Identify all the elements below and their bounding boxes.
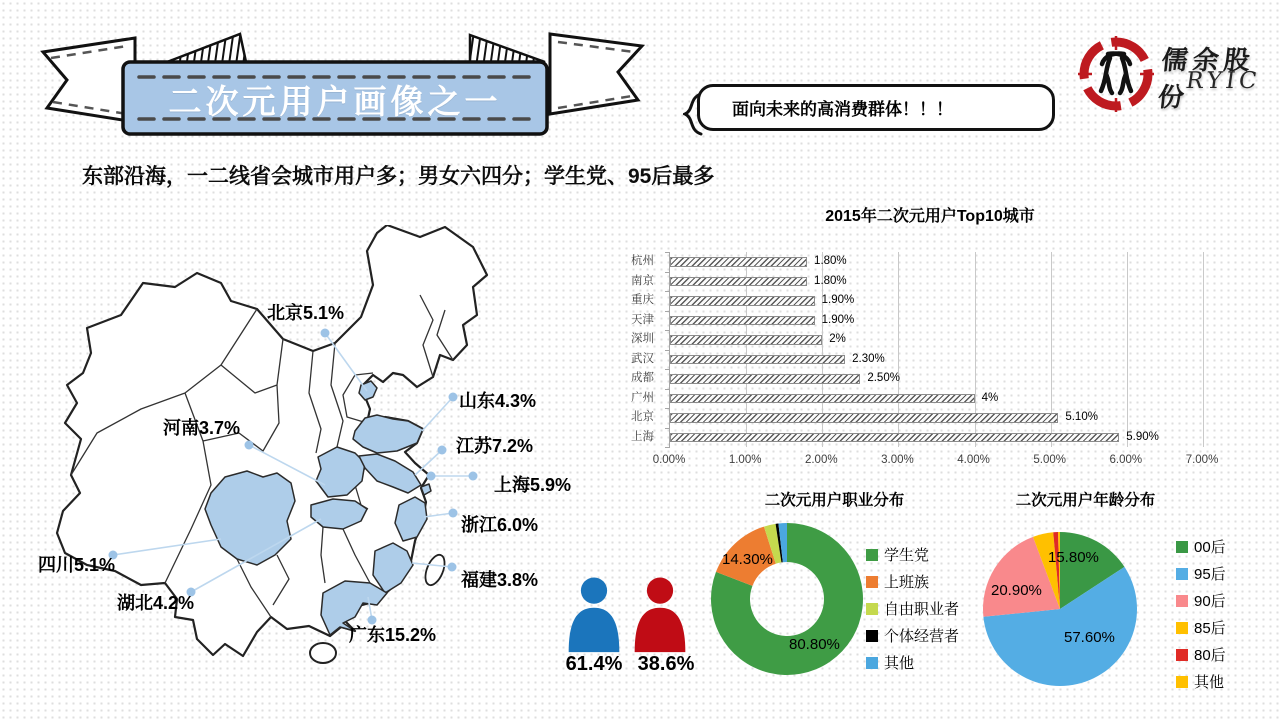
callout-bubble <box>697 84 1055 131</box>
bar-value-label: 2.50% <box>867 372 900 384</box>
legend-item <box>1176 614 1226 641</box>
leader-dot-fujian <box>448 563 457 572</box>
bar-axis-tick <box>665 447 670 448</box>
map-label-sichuan: 四川5.1% <box>38 555 116 575</box>
bar-segment <box>670 277 807 287</box>
leader-line-jiangsu <box>415 450 442 475</box>
leader-dot-jiangsu <box>438 446 447 455</box>
bar-value-label: 2% <box>829 333 846 345</box>
bar-value-label: 2.30% <box>852 352 885 365</box>
male-percentage: 61.4% <box>565 653 623 675</box>
bar-x-tick: 3.00% <box>881 454 914 466</box>
leader-dot-henan <box>245 441 254 450</box>
bar-chart-x-axis <box>652 454 1219 470</box>
bar-axis-tick <box>665 428 670 429</box>
map-label-beijing: 北京5.1% <box>267 303 345 323</box>
legend-label: 上班族 <box>884 574 930 591</box>
leader-dot-beijing <box>321 329 330 338</box>
map-label-hubei: 湖北4.2% <box>117 593 195 613</box>
legend-item <box>866 541 959 568</box>
page-title: 二次元用户画像之一 <box>168 83 502 120</box>
bar-category-label: 北京 <box>631 411 654 423</box>
bar-value-label: 5.10% <box>1065 411 1098 423</box>
map-label-jiangsu: 江苏7.2% <box>456 436 534 456</box>
legend-swatch <box>866 576 878 588</box>
bar-x-tick: 6.00% <box>1109 454 1143 466</box>
legend-swatch <box>866 657 878 669</box>
age-legend <box>1176 533 1226 695</box>
occupation-legend <box>866 541 959 676</box>
leader-dot-shanghai <box>427 472 436 481</box>
bar-segment <box>670 316 815 326</box>
bar-axis-tick <box>665 291 670 292</box>
occupation-donut-chart <box>709 521 869 681</box>
legend-item <box>1176 641 1226 668</box>
bar-category-label: 天津 <box>631 313 654 326</box>
legend-label: 00后 <box>1194 539 1226 556</box>
bar-axis-tick <box>665 369 670 370</box>
legend-swatch <box>866 549 878 561</box>
bar-x-tick: 5.00% <box>1033 454 1066 466</box>
island-hainan <box>310 643 336 663</box>
ribbon-fold-right <box>470 35 545 62</box>
bar-value-label: 1.80% <box>814 274 847 287</box>
legend-item <box>866 649 959 676</box>
key-finding-subtitle: 东部沿海，一二线省会城市用户多；男女六四分；学生党、95后最多 <box>82 165 715 188</box>
legend-swatch <box>1176 676 1188 688</box>
bar-value-label: 4% <box>981 391 999 404</box>
logo-ring-icon <box>1078 36 1154 112</box>
female-percentage: 38.6% <box>637 653 695 675</box>
leader-dot-shanghai <box>469 472 478 481</box>
map-label-shandong: 山东4.3% <box>459 391 537 411</box>
legend-swatch <box>866 603 878 615</box>
bar-x-tick: 2.00% <box>804 454 838 466</box>
bar-category-label: 成都 <box>631 372 654 384</box>
leader-dot-zhejiang <box>449 509 458 518</box>
bar-segment <box>670 433 1119 443</box>
leader-dot-shandong <box>449 393 458 402</box>
legend-item <box>1176 533 1226 560</box>
logo-figures <box>1101 54 1131 93</box>
legend-item <box>866 568 959 595</box>
bar-segment <box>670 335 822 345</box>
legend-swatch <box>1176 541 1188 553</box>
bar-value-label: 5.90% <box>1126 430 1159 443</box>
occupation-chart-title: 二次元用户职业分布 <box>764 492 905 509</box>
bar-category-label: 上海 <box>631 430 654 443</box>
map-label-shanghai: 上海5.9% <box>494 475 572 495</box>
data-label: 14.30% <box>722 551 773 568</box>
data-label: 57.60% <box>1064 629 1115 646</box>
legend-label: 自由职业者 <box>884 601 960 618</box>
map-label-zhejiang: 浙江6.0% <box>461 515 539 535</box>
bar-x-tick: 7.00% <box>1185 454 1219 466</box>
bar-chart-title: 2015年二次元用户Top10城市 <box>825 208 1035 225</box>
logo-company-name: 儒余股份 <box>1156 46 1257 113</box>
bar-chart-plot <box>669 252 1202 447</box>
bar-segment <box>670 296 815 306</box>
legend-item <box>866 595 959 622</box>
logo-abbr: RYIC <box>1184 68 1263 94</box>
data-label: 15.80% <box>1048 549 1099 566</box>
female-icon <box>629 577 691 653</box>
legend-item <box>1176 560 1226 587</box>
male-icon <box>563 577 625 653</box>
legend-label: 个体经营者 <box>884 628 960 645</box>
bar-segment <box>670 394 975 404</box>
legend-swatch <box>1176 568 1188 580</box>
bar-segment <box>670 413 1058 423</box>
bar-axis-tick <box>665 272 670 273</box>
bar-category-label: 重庆 <box>631 294 654 306</box>
legend-swatch <box>1176 595 1188 607</box>
legend-item <box>1176 668 1226 695</box>
map-label-fujian: 福建3.8% <box>461 570 539 590</box>
bar-category-label: 杭州 <box>631 255 654 267</box>
legend-swatch <box>866 630 878 642</box>
bar-x-tick: 0.00% <box>652 454 686 466</box>
island-taiwan <box>422 552 449 588</box>
legend-swatch <box>1176 622 1188 634</box>
bar-axis-tick <box>665 350 670 351</box>
legend-label: 其他 <box>884 655 915 672</box>
map-label-henan: 河南3.7% <box>163 418 241 438</box>
bar-axis-tick <box>665 330 670 331</box>
bar-gridline <box>1127 252 1128 447</box>
callout-text: 面向未来的高消费群体！！！ <box>732 100 953 119</box>
bar-axis-tick <box>665 408 670 409</box>
bar-x-tick: 1.00% <box>728 454 762 466</box>
legend-item <box>1176 587 1226 614</box>
bar-x-tick: 4.00% <box>957 454 990 466</box>
legend-swatch <box>1176 649 1188 661</box>
legend-label: 95后 <box>1194 566 1226 583</box>
bar-axis-tick <box>665 252 670 253</box>
data-label: 20.90% <box>991 582 1042 599</box>
legend-label: 学生党 <box>884 547 930 564</box>
bar-value-label: 1.80% <box>814 255 847 267</box>
bar-segment <box>670 374 860 384</box>
bar-segment <box>670 355 845 365</box>
bar-segment <box>670 257 807 267</box>
age-chart-title: 二次元用户年龄分布 <box>1015 492 1156 509</box>
bar-axis-tick <box>665 389 670 390</box>
bar-category-label: 南京 <box>631 274 654 287</box>
ribbon-tail-left <box>43 38 135 122</box>
data-label: 80.80% <box>789 636 840 653</box>
legend-label: 其他 <box>1194 674 1225 691</box>
bar-axis-tick <box>665 311 670 312</box>
bar-category-label: 广州 <box>631 391 654 404</box>
bar-value-label: 1.90% <box>821 313 855 326</box>
ribbon-fold-left <box>167 34 246 62</box>
bar-value-label: 1.90% <box>821 294 855 306</box>
bar-gridline <box>1203 252 1204 447</box>
legend-label: 90后 <box>1194 593 1226 610</box>
legend-label: 80后 <box>1194 647 1226 664</box>
bar-category-label: 武汉 <box>631 352 654 365</box>
leader-line-shandong <box>422 397 453 431</box>
bar-category-label: 深圳 <box>631 333 654 345</box>
legend-item <box>866 622 959 649</box>
map-label-guangdong: 广东15.2% <box>349 625 437 645</box>
legend-label: 85后 <box>1194 620 1226 637</box>
